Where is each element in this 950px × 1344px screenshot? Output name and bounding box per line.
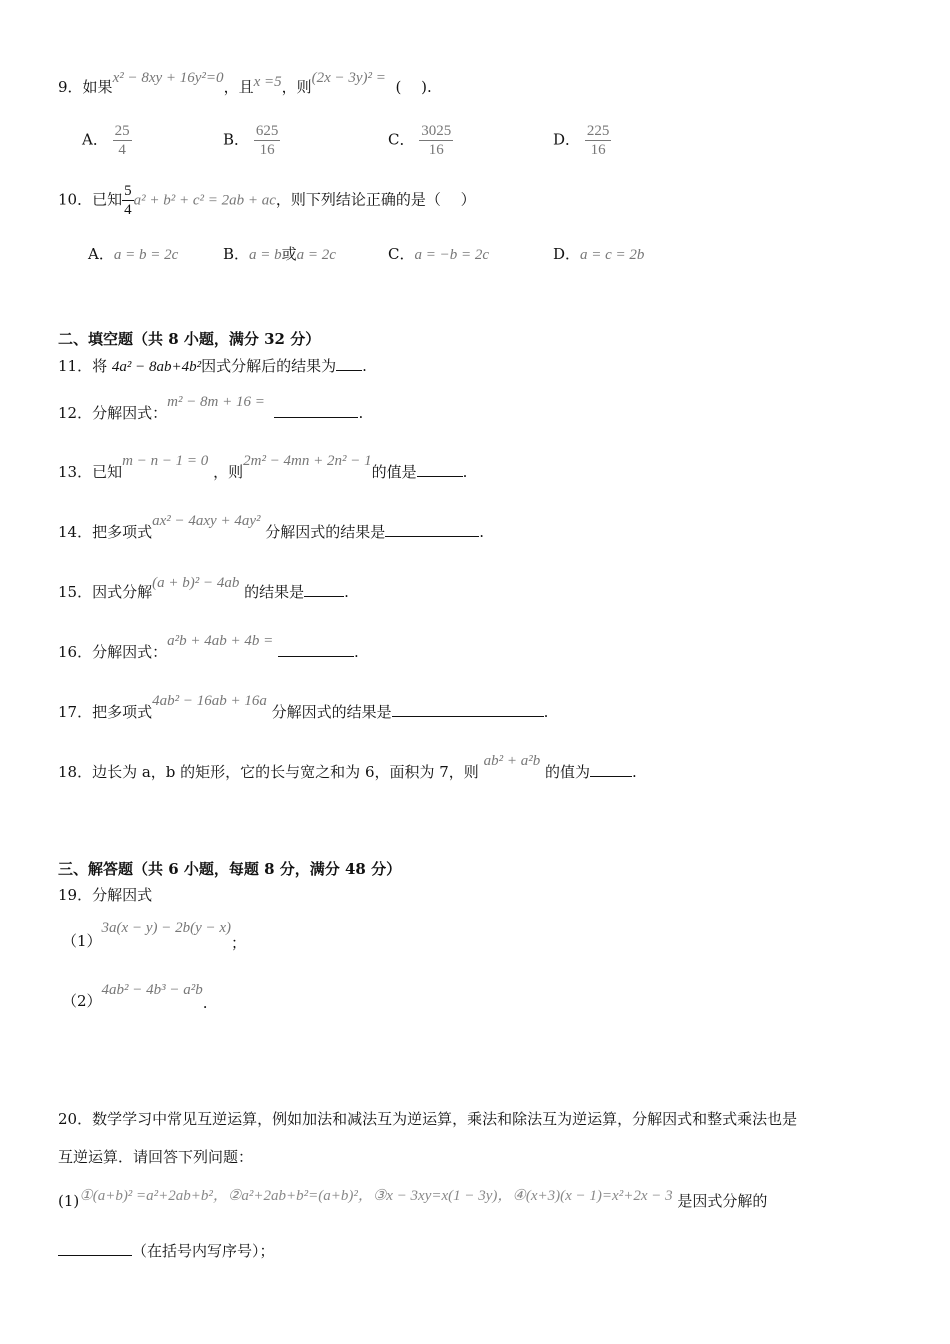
q9-option-a[interactable]: A． $\frac{25}{4}$ bbox=[82, 123, 130, 158]
q9-option-a-fraction: $\frac{25}{4}$ bbox=[114, 123, 130, 158]
q14-expression: ax² − 4axy + 4ay² bbox=[152, 513, 261, 529]
q19-part-1-expression: 3a(x − y) − 2b(y − x) bbox=[101, 920, 232, 936]
question-13: 13．已知m − n − 1 = 0 ，则2m² − 4mn + 2n² − 1的值是 . bbox=[58, 453, 468, 481]
question-14: 14．把多项式ax² − 4axy + 4ay² 分解因式的结果是 . bbox=[58, 513, 485, 541]
q10-tail: ，则下列结论正确的是（ ） bbox=[275, 190, 476, 209]
q19-part-2: （2）4ab² − 4b³ − a²b. bbox=[62, 982, 208, 1012]
q9-mid2: ，则 bbox=[281, 78, 312, 96]
q9-number: 9． bbox=[58, 78, 83, 96]
q20-part-1: (1)①(a+b)² =a²+2ab+b²，②a²+2ab+b²=(a+b)²，③x − 3xy=x(1 − 3y)，④(x+3)(x − 1)=x²+2x − 3 是因式分解的 bbox=[58, 1188, 768, 1210]
q18-answer-blank[interactable] bbox=[590, 762, 632, 777]
q16-answer-blank[interactable] bbox=[278, 642, 354, 657]
q19-part-2-expression: 4ab² − 4b³ − a²b bbox=[101, 982, 203, 998]
question-10 bbox=[58, 182, 476, 219]
question-9 bbox=[58, 70, 432, 97]
question-11: 11．将 4a² − 8ab+4b²因式分解后的结果为 . bbox=[58, 357, 367, 375]
q9-mid1: ，且 bbox=[223, 78, 254, 96]
q9-option-d-fraction: $\frac{225}{16}$ bbox=[586, 123, 610, 158]
q10-pre: 已知 bbox=[92, 190, 123, 209]
q9-option-c-fraction: $\frac{3025}{16}$ bbox=[421, 123, 452, 158]
q9-target: (2x − 3y)² = bbox=[311, 70, 386, 86]
question-19-title: 19．分解因式 bbox=[58, 886, 153, 904]
q10-equation: a² + b² + c² = 2ab + ac bbox=[133, 192, 276, 209]
q15-expression: (a + b)² − 4ab bbox=[152, 575, 240, 591]
q11-expression: 4a² − 8ab+4b² bbox=[111, 359, 202, 375]
question-20-line-2: 互逆运算．请回答下列问题： bbox=[58, 1148, 254, 1166]
q13-condition: m − n − 1 = 0 bbox=[122, 453, 209, 469]
q9-option-c[interactable]: C． $\frac{3025}{16}$ bbox=[388, 123, 452, 158]
question-17: 17．把多项式4ab² − 16ab + 16a 分解因式的结果是 . bbox=[58, 693, 549, 721]
q13-expression: 2m² − 4mn + 2n² − 1 bbox=[243, 453, 372, 469]
q12-answer-blank[interactable] bbox=[274, 403, 358, 418]
question-16: 16．分解因式：a²b + 4ab + 4b = . bbox=[58, 633, 359, 661]
q9-option-d[interactable]: D． $\frac{225}{16}$ bbox=[553, 123, 610, 158]
question-20-line-1: 20．数学学习中常见互逆运算，例如加法和减法互为逆运算，乘法和除法互为逆运算，分解因式和整式乘法也是 bbox=[58, 1110, 798, 1128]
question-15: 15．因式分解(a + b)² − 4ab 的结果是 . bbox=[58, 575, 349, 601]
q10-option-d[interactable]: D．a = c = 2b bbox=[553, 245, 645, 263]
q10-option-c[interactable]: C．a = −b = 2c bbox=[388, 245, 490, 263]
q9-option-b-fraction: $\frac{625}{16}$ bbox=[255, 123, 279, 158]
section-2-heading: 二、填空题（共 8 小题，满分 32 分） bbox=[58, 330, 321, 348]
q20-part-1-answer-line: （在括号内写序号）； bbox=[58, 1240, 275, 1261]
q9-equation: x² − 8xy + 16y²=0 bbox=[112, 70, 224, 86]
q9-condition: x =5 bbox=[253, 74, 282, 90]
q10-number: 10． bbox=[58, 190, 93, 209]
q9-pre: 如果 bbox=[82, 78, 113, 96]
q9-tail: ( ). bbox=[395, 78, 432, 96]
q10-option-a[interactable]: A．a = b = 2c bbox=[88, 245, 179, 263]
question-12: 12．分解因式：m² − 8m + 16 = . bbox=[58, 394, 364, 422]
q14-answer-blank[interactable] bbox=[385, 522, 479, 537]
q13-answer-blank[interactable] bbox=[417, 462, 463, 477]
q16-expression: a²b + 4ab + 4b = bbox=[167, 633, 274, 649]
q10-fraction: $\frac{5}{4}$ bbox=[124, 183, 132, 218]
q17-answer-blank[interactable] bbox=[392, 702, 544, 717]
q11-answer-blank[interactable] bbox=[336, 356, 362, 371]
q20-answer-blank[interactable] bbox=[58, 1241, 132, 1256]
q17-expression: 4ab² − 16ab + 16a bbox=[152, 693, 267, 709]
q12-expression: m² − 8m + 16 = bbox=[167, 394, 265, 410]
q20-items: ①(a+b)² =a²+2ab+b²，②a²+2ab+b²=(a+b)²，③x − 3xy=x(1 − 3y)，④(x+3)(x − 1)=x²+2x − 3 bbox=[79, 1188, 673, 1204]
q18-expression: ab² + a²b bbox=[483, 753, 541, 769]
q19-part-1: （1）3a(x − y) − 2b(y − x)； bbox=[62, 920, 247, 952]
question-18: 18．边长为 a，b 的矩形，它的长与宽之和为 6，面积为 7，则 ab² + a²b 的值为 . bbox=[58, 753, 637, 781]
q10-option-b[interactable]: B．a = b或a = 2c bbox=[223, 245, 336, 263]
q15-answer-blank[interactable] bbox=[304, 582, 344, 597]
section-3-heading: 三、解答题（共 6 小题，每题 8 分，满分 48 分） bbox=[58, 860, 402, 878]
q9-option-b[interactable]: B． $\frac{625}{16}$ bbox=[223, 123, 279, 158]
